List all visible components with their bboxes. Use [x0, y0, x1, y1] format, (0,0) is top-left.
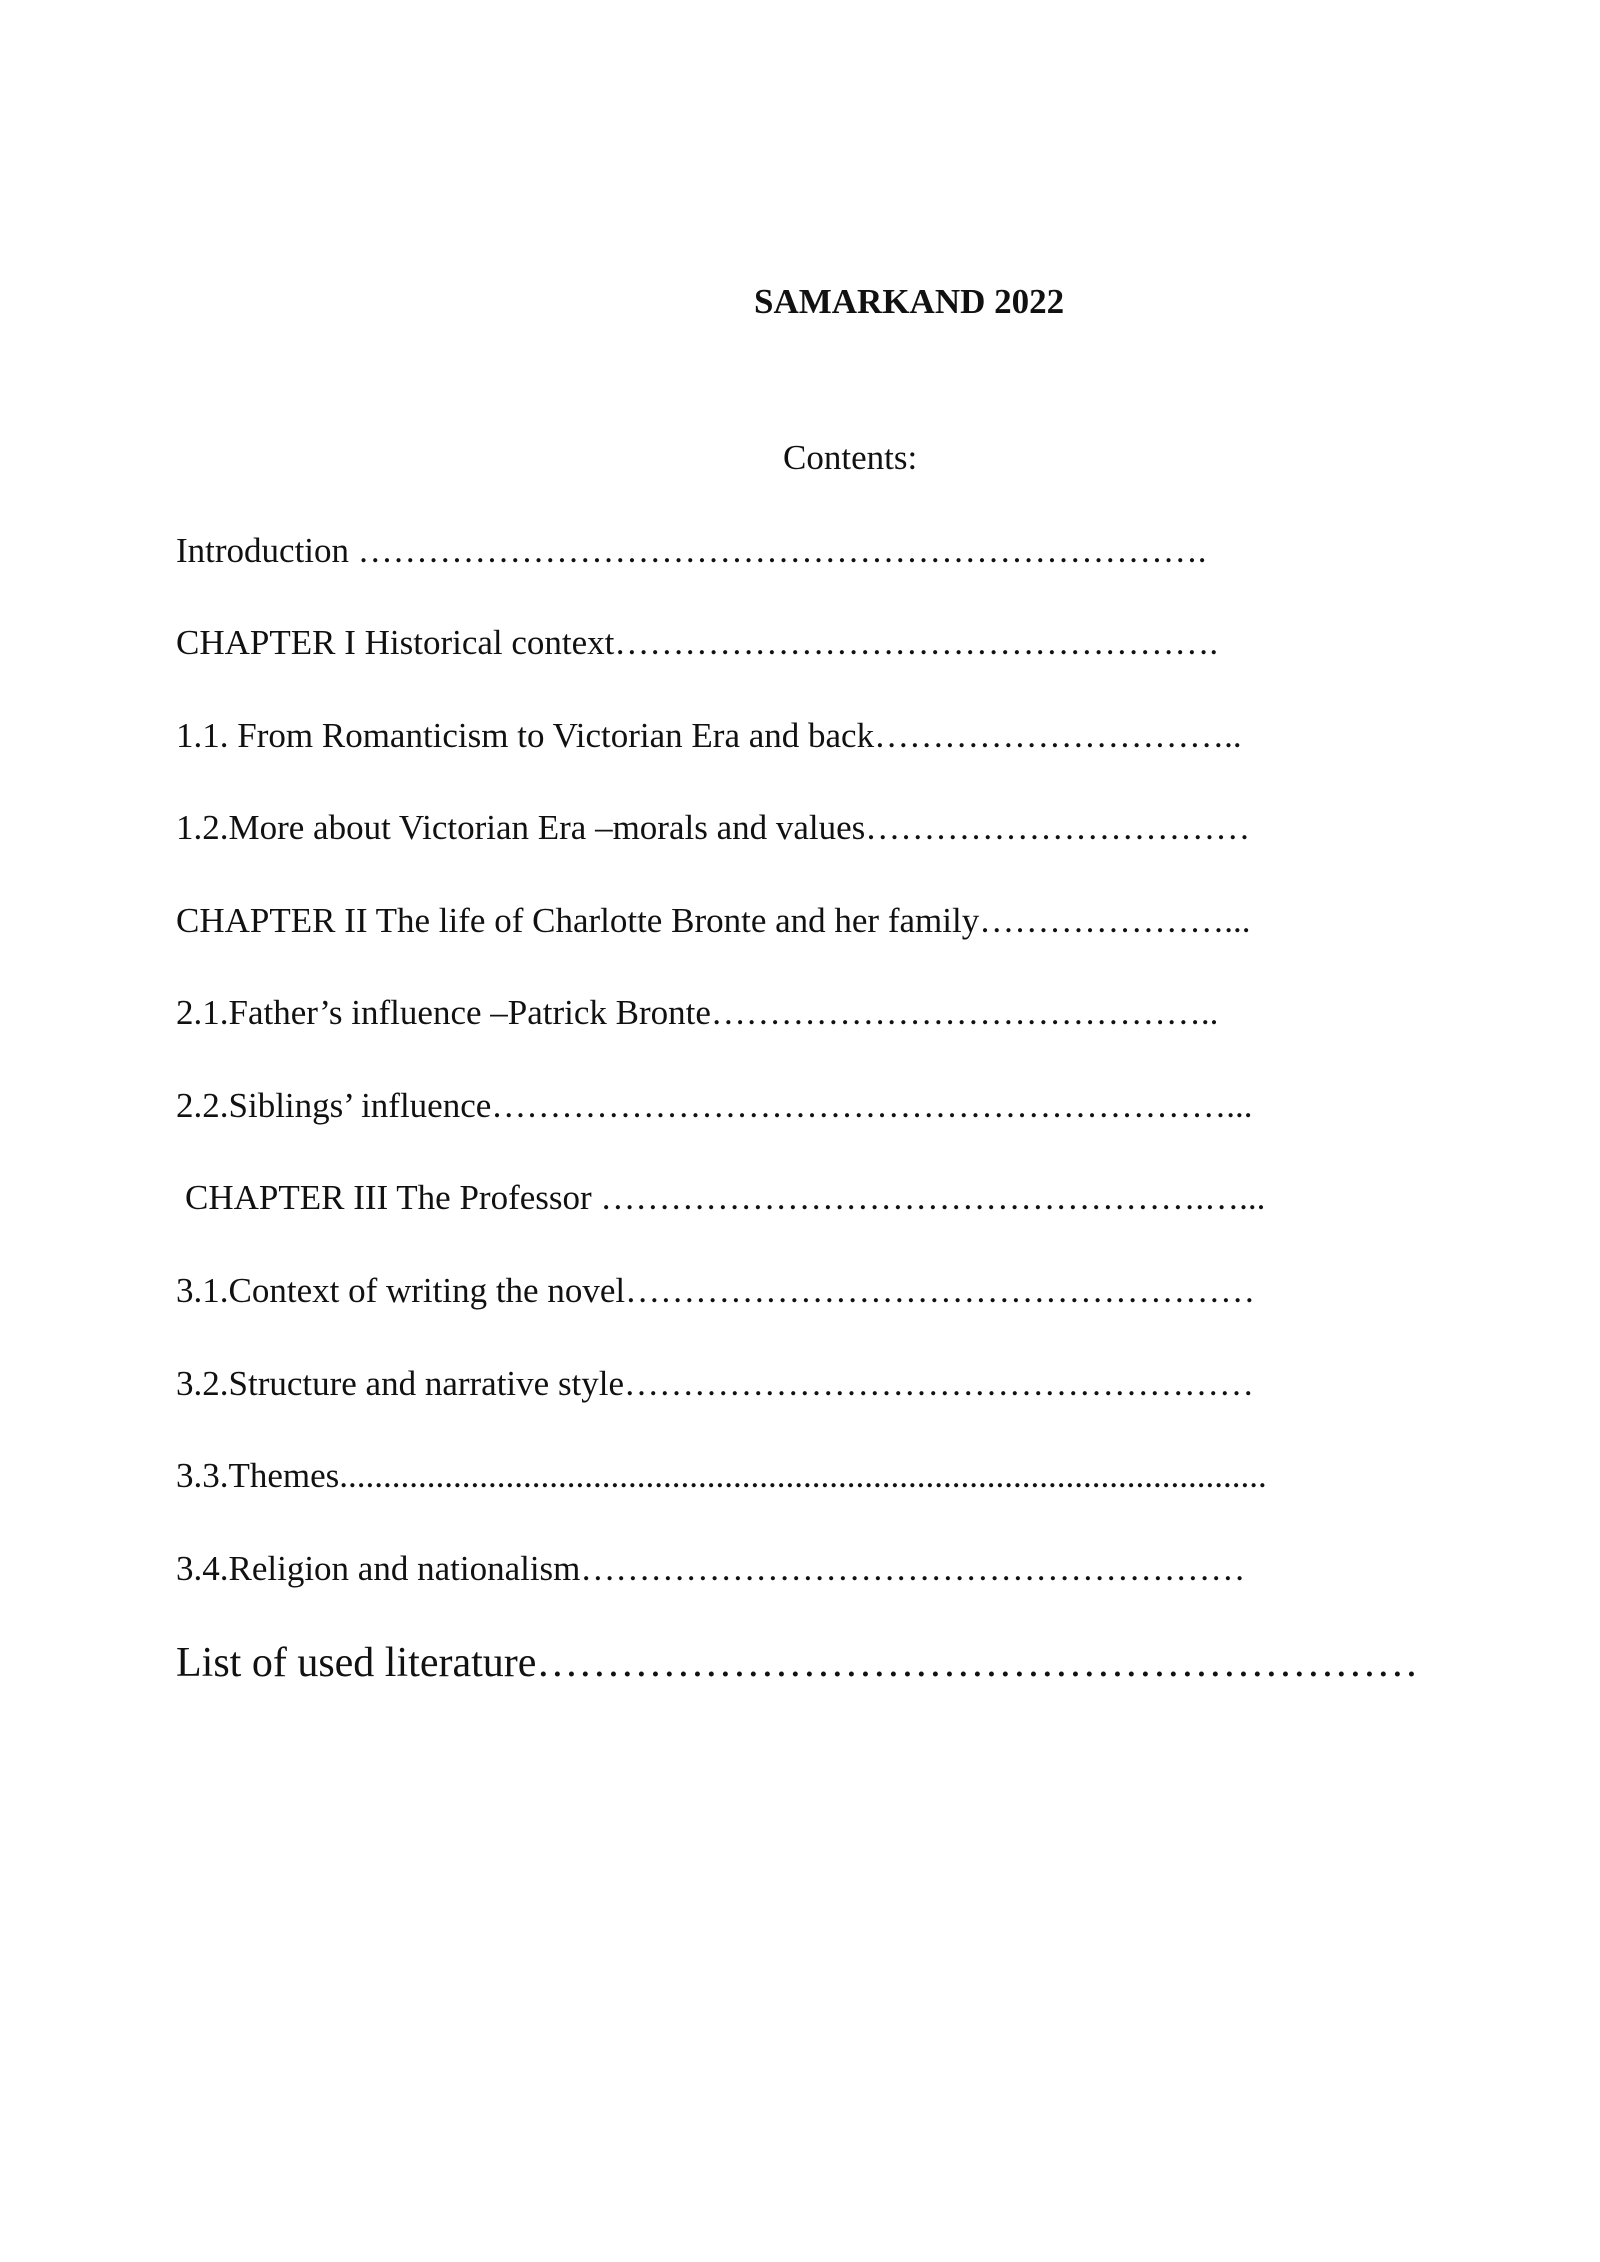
toc-entry-section-2-1: 2.1.Father’s influence –Patrick Bronte……………………………………..: [176, 993, 1219, 1032]
toc-entry-section-2-2: 2.2.Siblings’ influence………………………………………………………...: [176, 1086, 1253, 1125]
document-header: SAMARKAND 2022: [754, 282, 1065, 321]
toc-entry-section-1-1: 1.1. From Romanticism to Victorian Era and back…………………………..: [176, 716, 1242, 755]
toc-entry-introduction: Introduction ……………………………………………………………….: [176, 531, 1207, 570]
toc-entry-section-3-3: 3.3.Themes..........................................................................................................: [176, 1456, 1267, 1495]
toc-entry-section-3-1: 3.1.Context of writing the novel………………………………………………: [176, 1271, 1256, 1310]
contents-heading: Contents:: [783, 438, 918, 477]
toc-entry-section-1-2: 1.2.More about Victorian Era –morals and values……………………………: [176, 808, 1251, 847]
toc-entry-chapter-1: CHAPTER I Historical context…………………………………………….: [176, 623, 1219, 662]
toc-entry-chapter-3: CHAPTER III The Professor …………………………………………….…...: [185, 1178, 1266, 1217]
toc-entry-chapter-2: CHAPTER II The life of Charlotte Bronte and her family…………………...: [176, 901, 1251, 940]
toc-entry-section-3-2: 3.2.Structure and narrative style………………………………………………: [176, 1364, 1255, 1403]
toc-entry-literature: List of used literature………………………………………………………: [176, 1640, 1419, 1686]
toc-entry-section-3-4: 3.4.Religion and nationalism…………………………………………………: [176, 1549, 1246, 1588]
